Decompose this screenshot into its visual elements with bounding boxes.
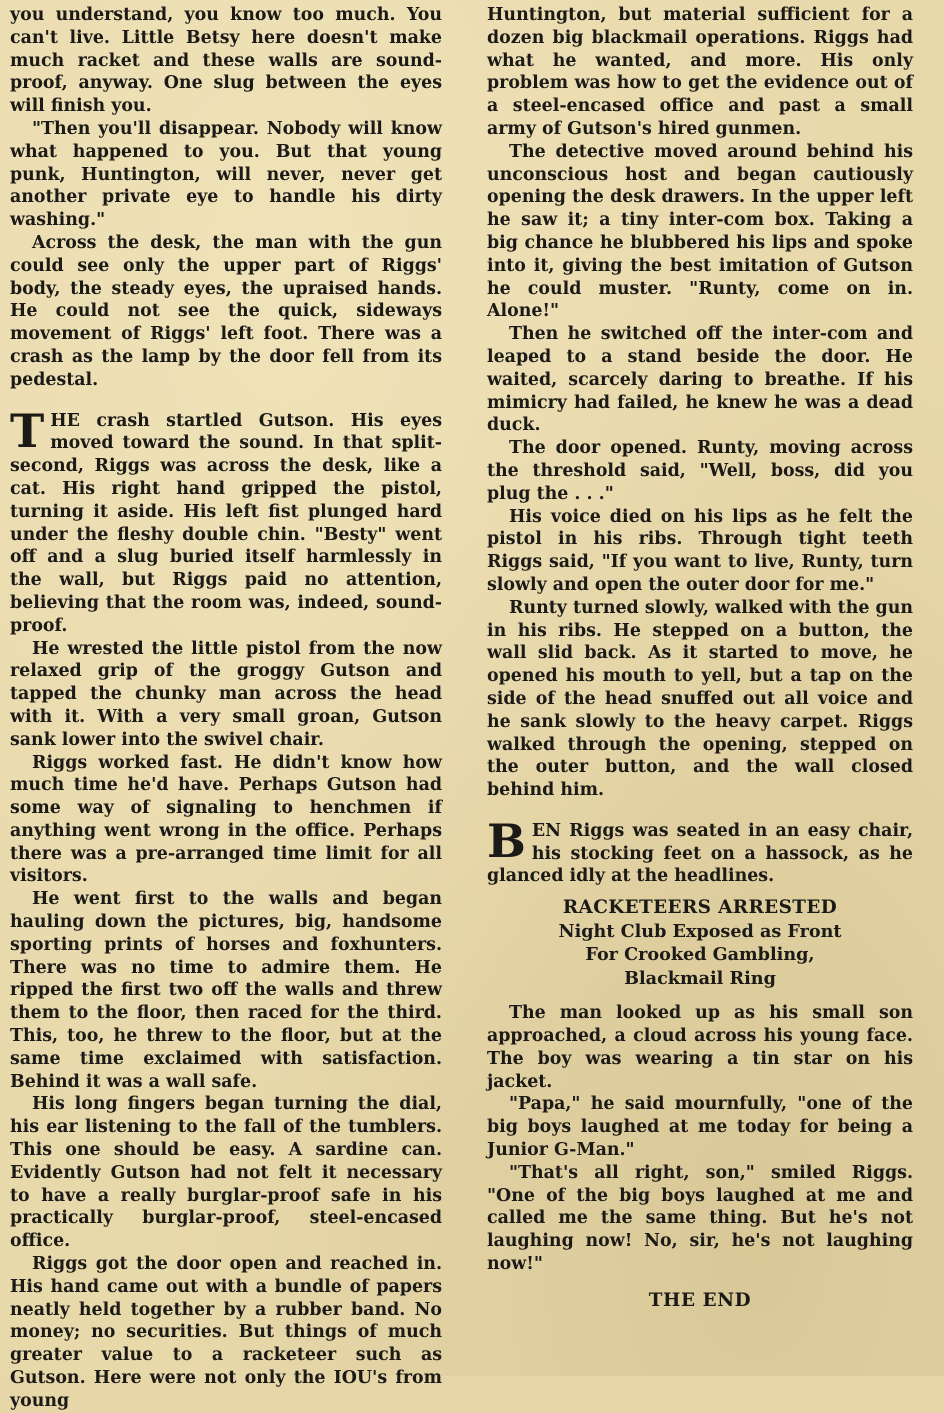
story-paragraph: Across the desk, the man with the gun could see only the upper part of Riggs' body, the steady eyes, the upraised hands. He could not see the quick, sideways movement of Riggs' left foot. There was a crash as the lamp by the door fell from its pedestal. bbox=[10, 232, 442, 390]
headline-line: Night Club Exposed as Front bbox=[558, 920, 842, 942]
story-paragraph: Riggs got the door open and reached in. His hand came out with a bundle of papers neatly held together by a rubber band. No money; no securities. But things of much greater value to a racketeer such as Gutson. Here were not only the IOU's from young bbox=[10, 1254, 442, 1411]
story-paragraph: you understand, you know too much. You can't live. Little Betsy here doesn't make much racket and these walls are sound-proof, anyway. One slug between the eyes will finish you. bbox=[10, 5, 442, 117]
story-paragraph: The man looked up as his small son approached, a cloud across his young face. The boy was wearing a tin star on his jacket. bbox=[487, 1003, 913, 1092]
section-opening-paragraph bbox=[487, 813, 913, 888]
story-paragraph: "Papa," he said mournfully, "one of the big boys laughed at me today for being a Junior G-Man." bbox=[487, 1094, 913, 1161]
story-paragraph: He wrested the little pistol from the now relaxed grip of the groggy Gutson and tapped the chunky man across the head with it. With a very small groan, Gutson sank lower into the swivel chair. bbox=[10, 638, 442, 750]
section-opening-text: EN Riggs was seated in an easy chair, his stocking feet on a hassock, as he glanced idly at the headlines. bbox=[487, 820, 913, 887]
story-paragraph: Huntington, but material sufficient for a dozen big blackmail operations. Riggs had what he wanted, and more. His only problem was how to get the evidence out of a steel-encased office and past a small army of Gutson's hired gunmen. bbox=[487, 5, 913, 139]
newspaper-headline bbox=[487, 896, 913, 990]
story-paragraph: Then he switched off the inter-com and leaped to a stand beside the door. He waited, scarcely daring to breathe. If his mimicry had failed, he knew he was a dead duck. bbox=[487, 324, 913, 436]
story-paragraph: He went first to the walls and began hauling down the pictures, big, handsome sporting prints of horses and foxhunters. There was no time to admire them. He ripped the first two off the walls and threw them to the floor, then raced for the third. This, too, he threw to the floor, but at the same time exclaimed with satisfaction. Behind it was a wall safe. bbox=[10, 889, 442, 1092]
drop-cap: T bbox=[10, 403, 45, 458]
right-column bbox=[487, 4, 913, 1313]
story-paragraph: "Then you'll disappear. Nobody will know what happened to you. But that young punk, Huntington, will never, never get another private eye to handle his dirty washing." bbox=[10, 118, 442, 231]
headline-line: RACKETEERS ARRESTED bbox=[562, 897, 838, 919]
story-paragraph: His long fingers began turning the dial, his ear listening to the fall of the tumblers. This one should be easy. A sardine can. Evidently Gutson had not felt it necessary to have a really burglar-proof safe in his practically burglar-proof, steel-encased office. bbox=[10, 1094, 442, 1252]
story-paragraph: Runty turned slowly, walked with the gun in his ribs. He stepped on a button, the wall slid back. As it started to move, he opened his mouth to yell, but a tap on the side of the head snuffed out all voice and he sank slowly to the heavy carpet. Riggs walked through the opening, stepped on the outer button, and the wall closed behind him. bbox=[487, 597, 913, 801]
story-paragraph: The detective moved around behind his unconscious host and began cautiously opening the desk drawers. In the upper left he saw it; a tiny inter-com box. Taking a big chance he blubbered his lips and spoke into it, giving the best imitation of Gutson he could muster. "Runty, come on in. Alone!" bbox=[487, 141, 913, 322]
left-column bbox=[10, 4, 442, 1413]
drop-cap: B bbox=[487, 813, 526, 868]
story-paragraph: His voice died on his lips as he felt the pistol in his ribs. Through tight teeth Riggs said, "If you want to live, Runty, turn slowly and open the outer door for me." bbox=[487, 506, 913, 595]
the-end-label: THE END bbox=[648, 1289, 752, 1311]
headline-line: Blackmail Ring bbox=[624, 967, 776, 989]
story-paragraph: "That's all right, son," smiled Riggs. "One of the big boys laughed at me and called me the same thing. But he's not laughing now! No, sir, he's not laughing now!" bbox=[487, 1162, 913, 1275]
section-opening-paragraph bbox=[10, 403, 442, 638]
story-paragraph: The door opened. Runty, moving across the threshold said, "Well, boss, did you plug the . . ." bbox=[487, 438, 913, 504]
story-paragraph: Riggs worked fast. He didn't know how much time he'd have. Perhaps Gutson had some way of signaling to henchmen if anything went wrong in the office. Perhaps there was a pre-arranged time limit for all visitors. bbox=[10, 752, 442, 887]
headline-line: For Crooked Gambling, bbox=[585, 944, 815, 966]
section-opening-text: HE crash startled Gutson. His eyes moved toward the sound. In that split-second, Riggs was across the desk, like a cat. His right hand gripped the pistol, turning it aside. His left fist plunged hard under the fleshy double chin. "Besty" went off and a slug buried itself harmlessly in the wall, but Riggs paid no attention, believing that the room was, indeed, sound-proof. bbox=[10, 410, 442, 636]
